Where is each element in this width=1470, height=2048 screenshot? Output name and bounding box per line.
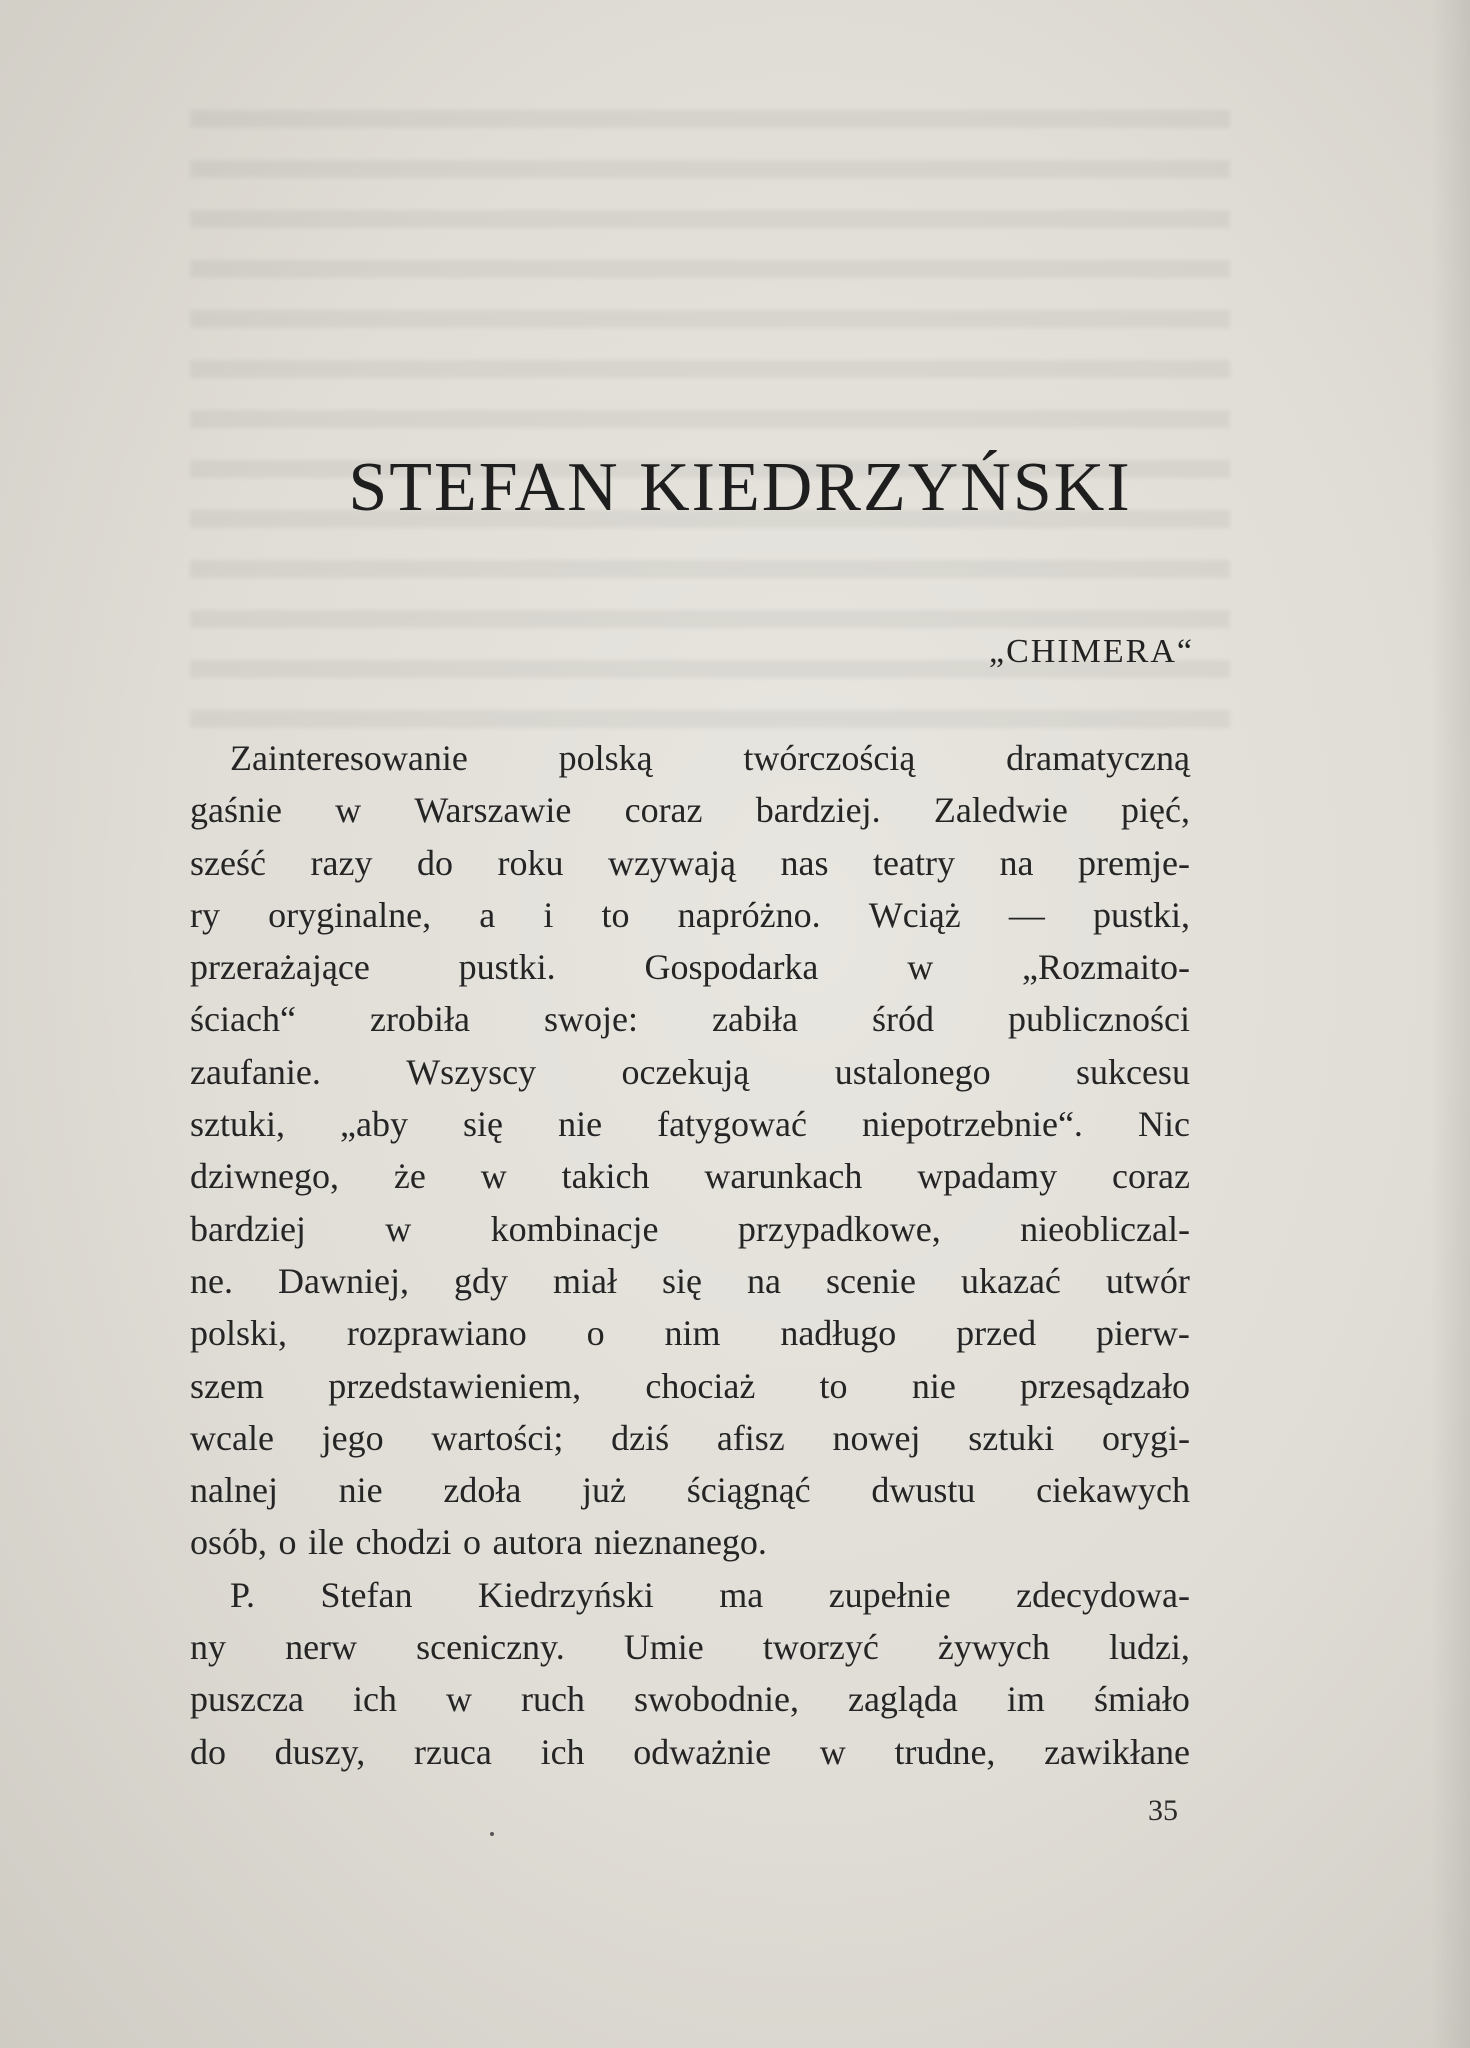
text-line: wcale jego wartości; dziś afisz nowej sztuki orygi- bbox=[190, 1417, 1190, 1458]
text-line: Zainteresowanie polską twórczością dramatyczną bbox=[230, 738, 1190, 778]
body-text bbox=[190, 732, 1190, 1778]
text-line: polski, rozprawiano o nim nadługo przed pierw- bbox=[190, 1313, 1190, 1354]
text-line: do duszy, rzuca ich odważnie w trudne, zawikłane bbox=[190, 1731, 1190, 1772]
text-line: zaufanie. Wszyscy oczekują ustalonego sukcesu bbox=[190, 1051, 1190, 1092]
text-line: dziwnego, że w takich warunkach wpadamy coraz bbox=[190, 1156, 1190, 1197]
text-line: osób, o ile chodzi o autora nieznanego. bbox=[190, 1522, 767, 1563]
text-line: P. Stefan Kiedrzyński ma zupełnie zdecydowa- bbox=[230, 1574, 1190, 1615]
text-line: ne. Dawniej, gdy miał się na scenie ukazać utwór bbox=[190, 1260, 1190, 1301]
text-line: sześć razy do roku wzywają nas teatry na premje- bbox=[190, 842, 1190, 883]
ink-speck bbox=[490, 1832, 494, 1836]
text-line: sztuki, „aby się nie fatygować niepotrzebnie“. Nic bbox=[190, 1104, 1190, 1145]
chapter-heading: STEFAN KIEDRZYŃSKI bbox=[348, 449, 1132, 526]
text-line: nalnej nie zdoła już ściągnąć dwustu ciekawych bbox=[190, 1470, 1190, 1511]
text-line: szem przedstawieniem, chociaż to nie przesądzało bbox=[190, 1365, 1190, 1406]
text-line: przerażające pustki. Gospodarka w „Rozmaito- bbox=[190, 947, 1190, 988]
text-line: ny nerw sceniczny. Umie tworzyć żywych ludzi, bbox=[190, 1627, 1190, 1668]
page-number: 35 bbox=[1148, 1794, 1178, 1827]
section-title: „CHIMERA“ bbox=[989, 633, 1194, 670]
text-line: puszcza ich w ruch swobodnie, zagląda im śmiało bbox=[190, 1679, 1190, 1720]
text-line: bardziej w kombinacje przypadkowe, nieobliczal- bbox=[190, 1208, 1190, 1249]
text-line: ściach“ zrobiła swoje: zabiła śród publiczności bbox=[190, 999, 1190, 1040]
text-line: ry oryginalne, a i to napróżno. Wciąż — pustki, bbox=[190, 894, 1190, 935]
page-edge-shadow bbox=[1430, 0, 1470, 2048]
text-line: gaśnie w Warszawie coraz bardziej. Zaledwie pięć, bbox=[190, 790, 1190, 831]
